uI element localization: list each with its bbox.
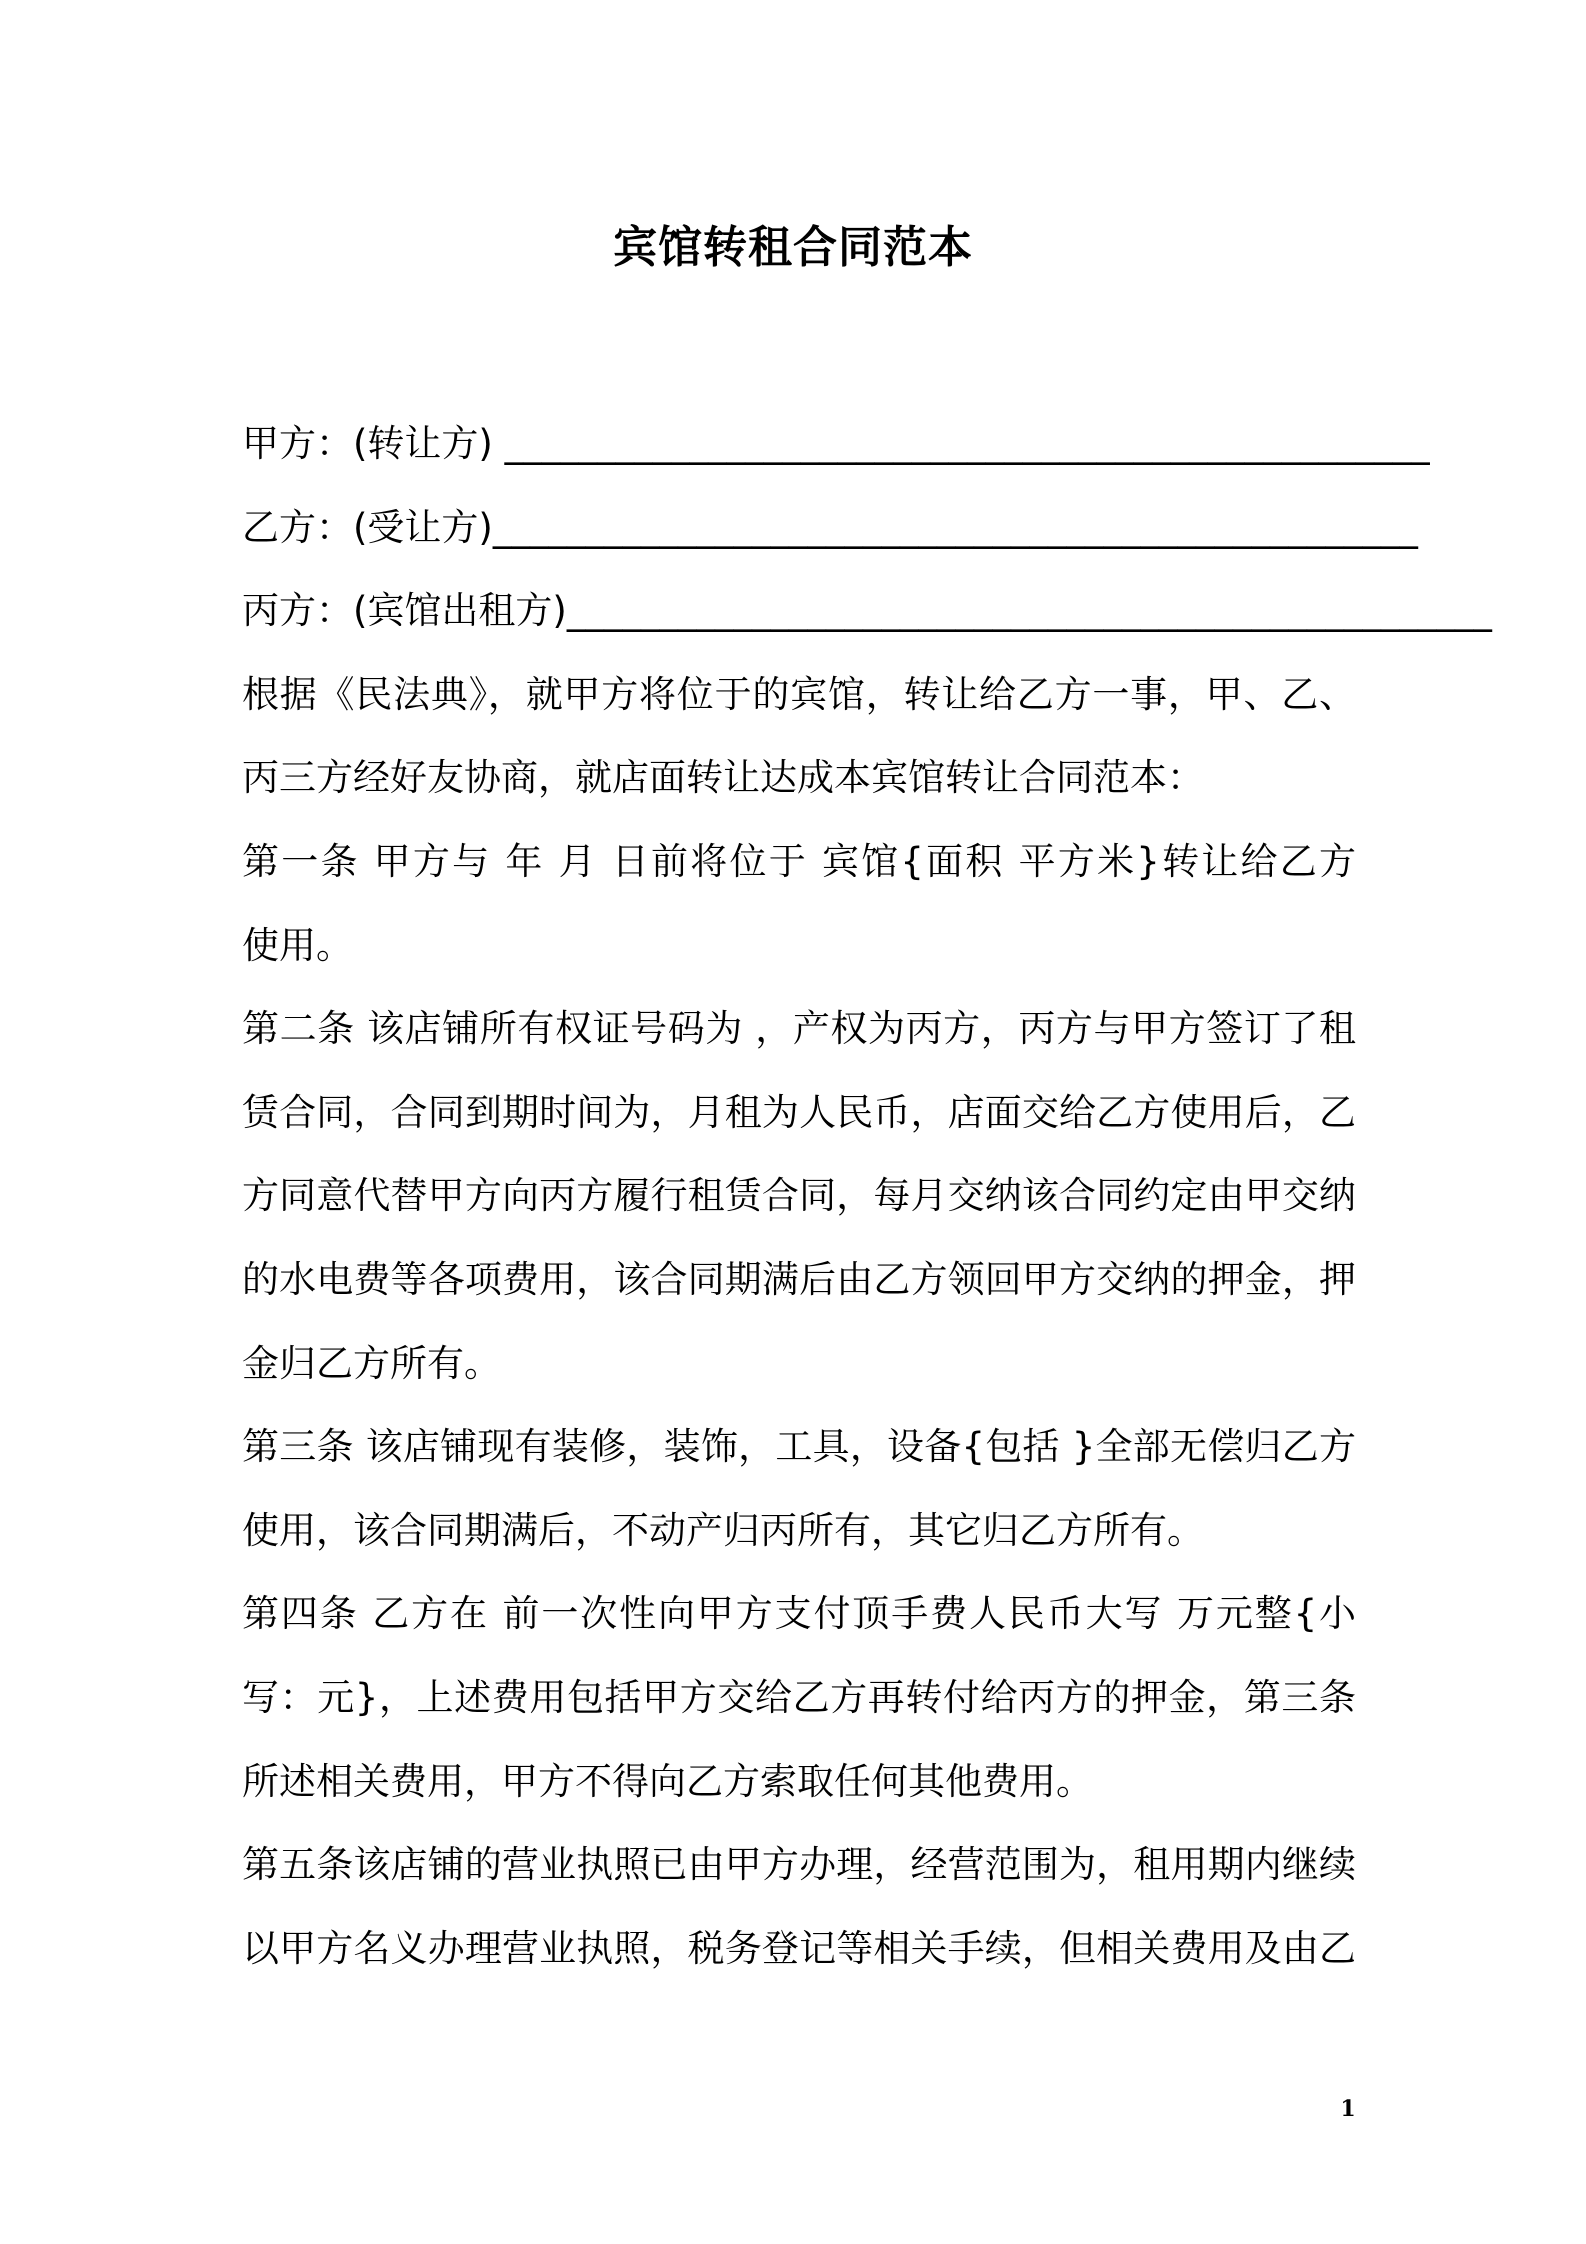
body-line: 根据《民法典》，就甲方将位于的宾馆，转让给乙方一事，甲、乙、 — [242, 672, 1356, 716]
document-title: 宾馆转租合同范本 — [613, 222, 973, 273]
body-line: 第二条 该店铺所有权证号码为 ，产权为丙方，丙方与甲方签订了租 — [242, 1007, 1356, 1051]
body-line: 第四条 乙方在 前一次性向甲方支付顶手费人民币大写 万元整{小 — [242, 1592, 1356, 1636]
paragraph-article-1 — [242, 820, 1356, 987]
paragraph-article-4 — [242, 1572, 1356, 1823]
body-line: 第一条 甲方与 年 月 日前将位于 宾馆{面积 平方米}转让给乙方 — [242, 839, 1356, 883]
party-b-label: 乙方：(受让方) — [242, 505, 493, 549]
body-line: 以甲方名义办理营业执照，税务登记等相关手续，但相关费用及由乙 — [242, 1926, 1356, 1970]
body-line: 所述相关费用，甲方不得向乙方索取任何其他费用。 — [242, 1759, 1093, 1803]
body-line: 的水电费等各项费用，该合同期满后由乙方领回甲方交纳的押金，押 — [242, 1257, 1356, 1301]
paragraph-article-2 — [242, 987, 1356, 1405]
party-c-blank: __________________________________________________ — [566, 589, 1492, 633]
party-b-line — [242, 486, 1418, 570]
party-a-label: 甲方：(转让方) — [242, 422, 505, 465]
body-line: 金归乙方所有。 — [242, 1341, 501, 1385]
body-line: 使用。 — [242, 923, 353, 967]
body-line: 第五条该店铺的营业执照已由甲方办理，经营范围为，租用期内继续 — [242, 1843, 1356, 1887]
party-a-blank: __________________________________________________ — [504, 422, 1430, 465]
party-c-line — [242, 569, 1492, 653]
document-body — [242, 402, 1492, 1990]
party-a-line — [242, 402, 1430, 486]
party-c-label: 丙方：(宾馆出租方) — [242, 589, 567, 633]
body-line: 赁合同，合同到期时间为，月租为人民币，店面交给乙方使用后，乙 — [242, 1090, 1356, 1134]
paragraph-preamble — [242, 653, 1356, 820]
page-number: 1 — [1340, 2096, 1356, 2122]
paragraph-article-5 — [242, 1823, 1356, 1990]
body-line: 方同意代替甲方向丙方履行租赁合同，每月交纳该合同约定由甲交纳 — [242, 1174, 1356, 1218]
body-line: 丙三方经好友协商，就店面转让达成本宾馆转让合同范本： — [242, 756, 1204, 800]
body-line: 第三条 该店铺现有装修，装饰，工具，设备{包括 }全部无偿归乙方 — [242, 1425, 1356, 1469]
paragraph-article-3 — [242, 1405, 1356, 1572]
body-line: 写：元}，上述费用包括甲方交给乙方再转付给丙方的押金，第三条 — [242, 1675, 1356, 1719]
party-b-blank: __________________________________________________ — [492, 505, 1418, 549]
body-line: 使用，该合同期满后，不动产归丙所有，其它归乙方所有。 — [242, 1508, 1204, 1552]
